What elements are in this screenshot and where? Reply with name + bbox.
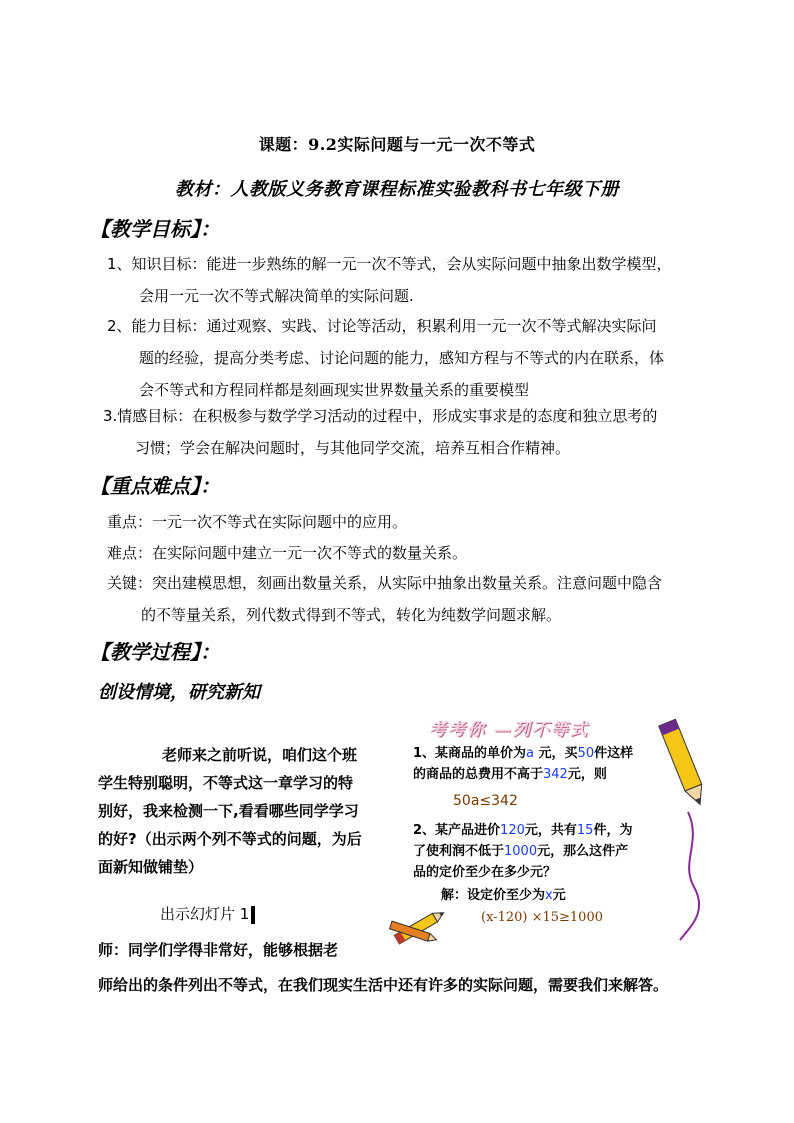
q1-text: 1、某商品的单价为 <box>413 746 527 761</box>
story-line: 老师来之前听说，咱们这个班 <box>162 746 358 764</box>
text-cursor <box>251 906 255 924</box>
q1-text: 元，则 <box>567 767 607 782</box>
key-points-heading: 【重点难点】： <box>90 474 220 498</box>
q1-text: 元，买 <box>534 746 578 761</box>
focus-line: 重点：一元一次不等式在实际问题中的应用。 <box>107 513 408 531</box>
slide-label <box>160 903 255 924</box>
process-subheading: 创设情境，研究新知 <box>98 682 260 703</box>
slide-label-text: 出示幻灯片 1 <box>160 905 250 923</box>
solution-text: 解：设定价至少为 <box>441 888 546 903</box>
key-line: 的不等量关系，列代数式得到不等式，转化为纯数学问题求解。 <box>141 606 562 624</box>
teacher-line: 师给出的条件列出不等式，在我们现实生活中还有许多的实际问题，需要我们来解答。 <box>98 976 669 994</box>
q1-text: 的商品的总费用不高于 <box>413 767 544 782</box>
story-line: 面新知做铺垫） <box>98 858 204 876</box>
slide-answer-1: 50a≤342 <box>453 793 518 809</box>
solution-text: 元 <box>552 888 566 903</box>
process-heading: 【教学过程】： <box>90 640 220 664</box>
q1-text: 件这样 <box>594 746 634 761</box>
objective-knowledge <box>107 248 707 312</box>
pencil-icon <box>650 712 710 944</box>
difficulty-line: 难点：在实际问题中建立一元一次不等式的数量关系。 <box>107 544 468 562</box>
q2-text: 元，那么这件产 <box>537 844 629 859</box>
pencil-icon <box>386 906 452 950</box>
slide-question-2 <box>413 820 683 883</box>
objective-line: 3.情感目标：在积极参与数学学习活动的过程中，形成实事求是的态度和独立思考的 <box>103 407 658 425</box>
q2-text: 2、某产品进价 <box>413 823 501 838</box>
slide-solution <box>441 884 566 903</box>
q2-text: 件，为 <box>593 823 633 838</box>
objective-emotion <box>103 400 707 464</box>
solution-var: x <box>545 888 553 903</box>
teacher-line: 师：同学们学得非常好，能够根据老 <box>98 941 339 959</box>
objective-line: 会不等式和方程同样都是刻画现实世界数量关系的重要模型 <box>139 381 530 399</box>
objective-ability <box>107 310 707 406</box>
objective-line: 题的经验，提高分类考虑、讨论问题的能力，感知方程与不等式的内在联系，体 <box>139 349 665 367</box>
slide-title: 考考你 —列不等式 <box>429 720 589 740</box>
objective-line: 习惯；学会在解决问题时，与其他同学交流，培养互相合作精神。 <box>135 439 571 457</box>
q2-num: 1000 <box>504 844 538 859</box>
story-line: 学生特别聪明，不等式这一章学习的特 <box>98 774 354 792</box>
q2-text: 了使利润不低于 <box>413 844 505 859</box>
slide-answer-2: (x-120) ×15≥1000 <box>481 910 603 925</box>
story-paragraph <box>98 741 398 881</box>
lesson-title: 课题：9.2实际问题与一元一次不等式 <box>258 135 536 154</box>
slide-question-1 <box>413 743 683 785</box>
objective-line: 会用一元一次不等式解决简单的实际问题. <box>139 287 414 305</box>
q2-text: 品的定价至少在多少元？ <box>413 865 557 880</box>
story-line: 别好，我来检测一下,看看哪些同学学习 <box>98 802 359 820</box>
q2-text: 元，共有 <box>524 823 577 838</box>
objectives-heading: 【教学目标】： <box>90 217 220 241</box>
objective-line: 1、知识目标：能进一步熟练的解一元一次不等式，会从实际问题中抽象出数学模型， <box>107 255 672 273</box>
textbook-line: 教材：人教版义务教育课程标准实验教科书七年级下册 <box>175 179 619 200</box>
key-line: 关键：突出建模思想，刻画出数量关系，从实际中抽象出数量关系。注意问题中隐含 <box>107 574 663 592</box>
q1-num: 342 <box>543 767 568 782</box>
story-line: 的好?（出示两个列不等式的问题，为后 <box>98 830 362 848</box>
q1-num: 50 <box>577 746 595 761</box>
q2-num: 120 <box>500 823 525 838</box>
objective-line: 2、能力目标：通过观察、实践、讨论等活动，积累利用一元一次不等式解决实际问 <box>107 317 657 335</box>
q1-var: a <box>526 746 535 761</box>
key-paragraph <box>107 567 707 631</box>
q2-num: 15 <box>576 823 594 838</box>
